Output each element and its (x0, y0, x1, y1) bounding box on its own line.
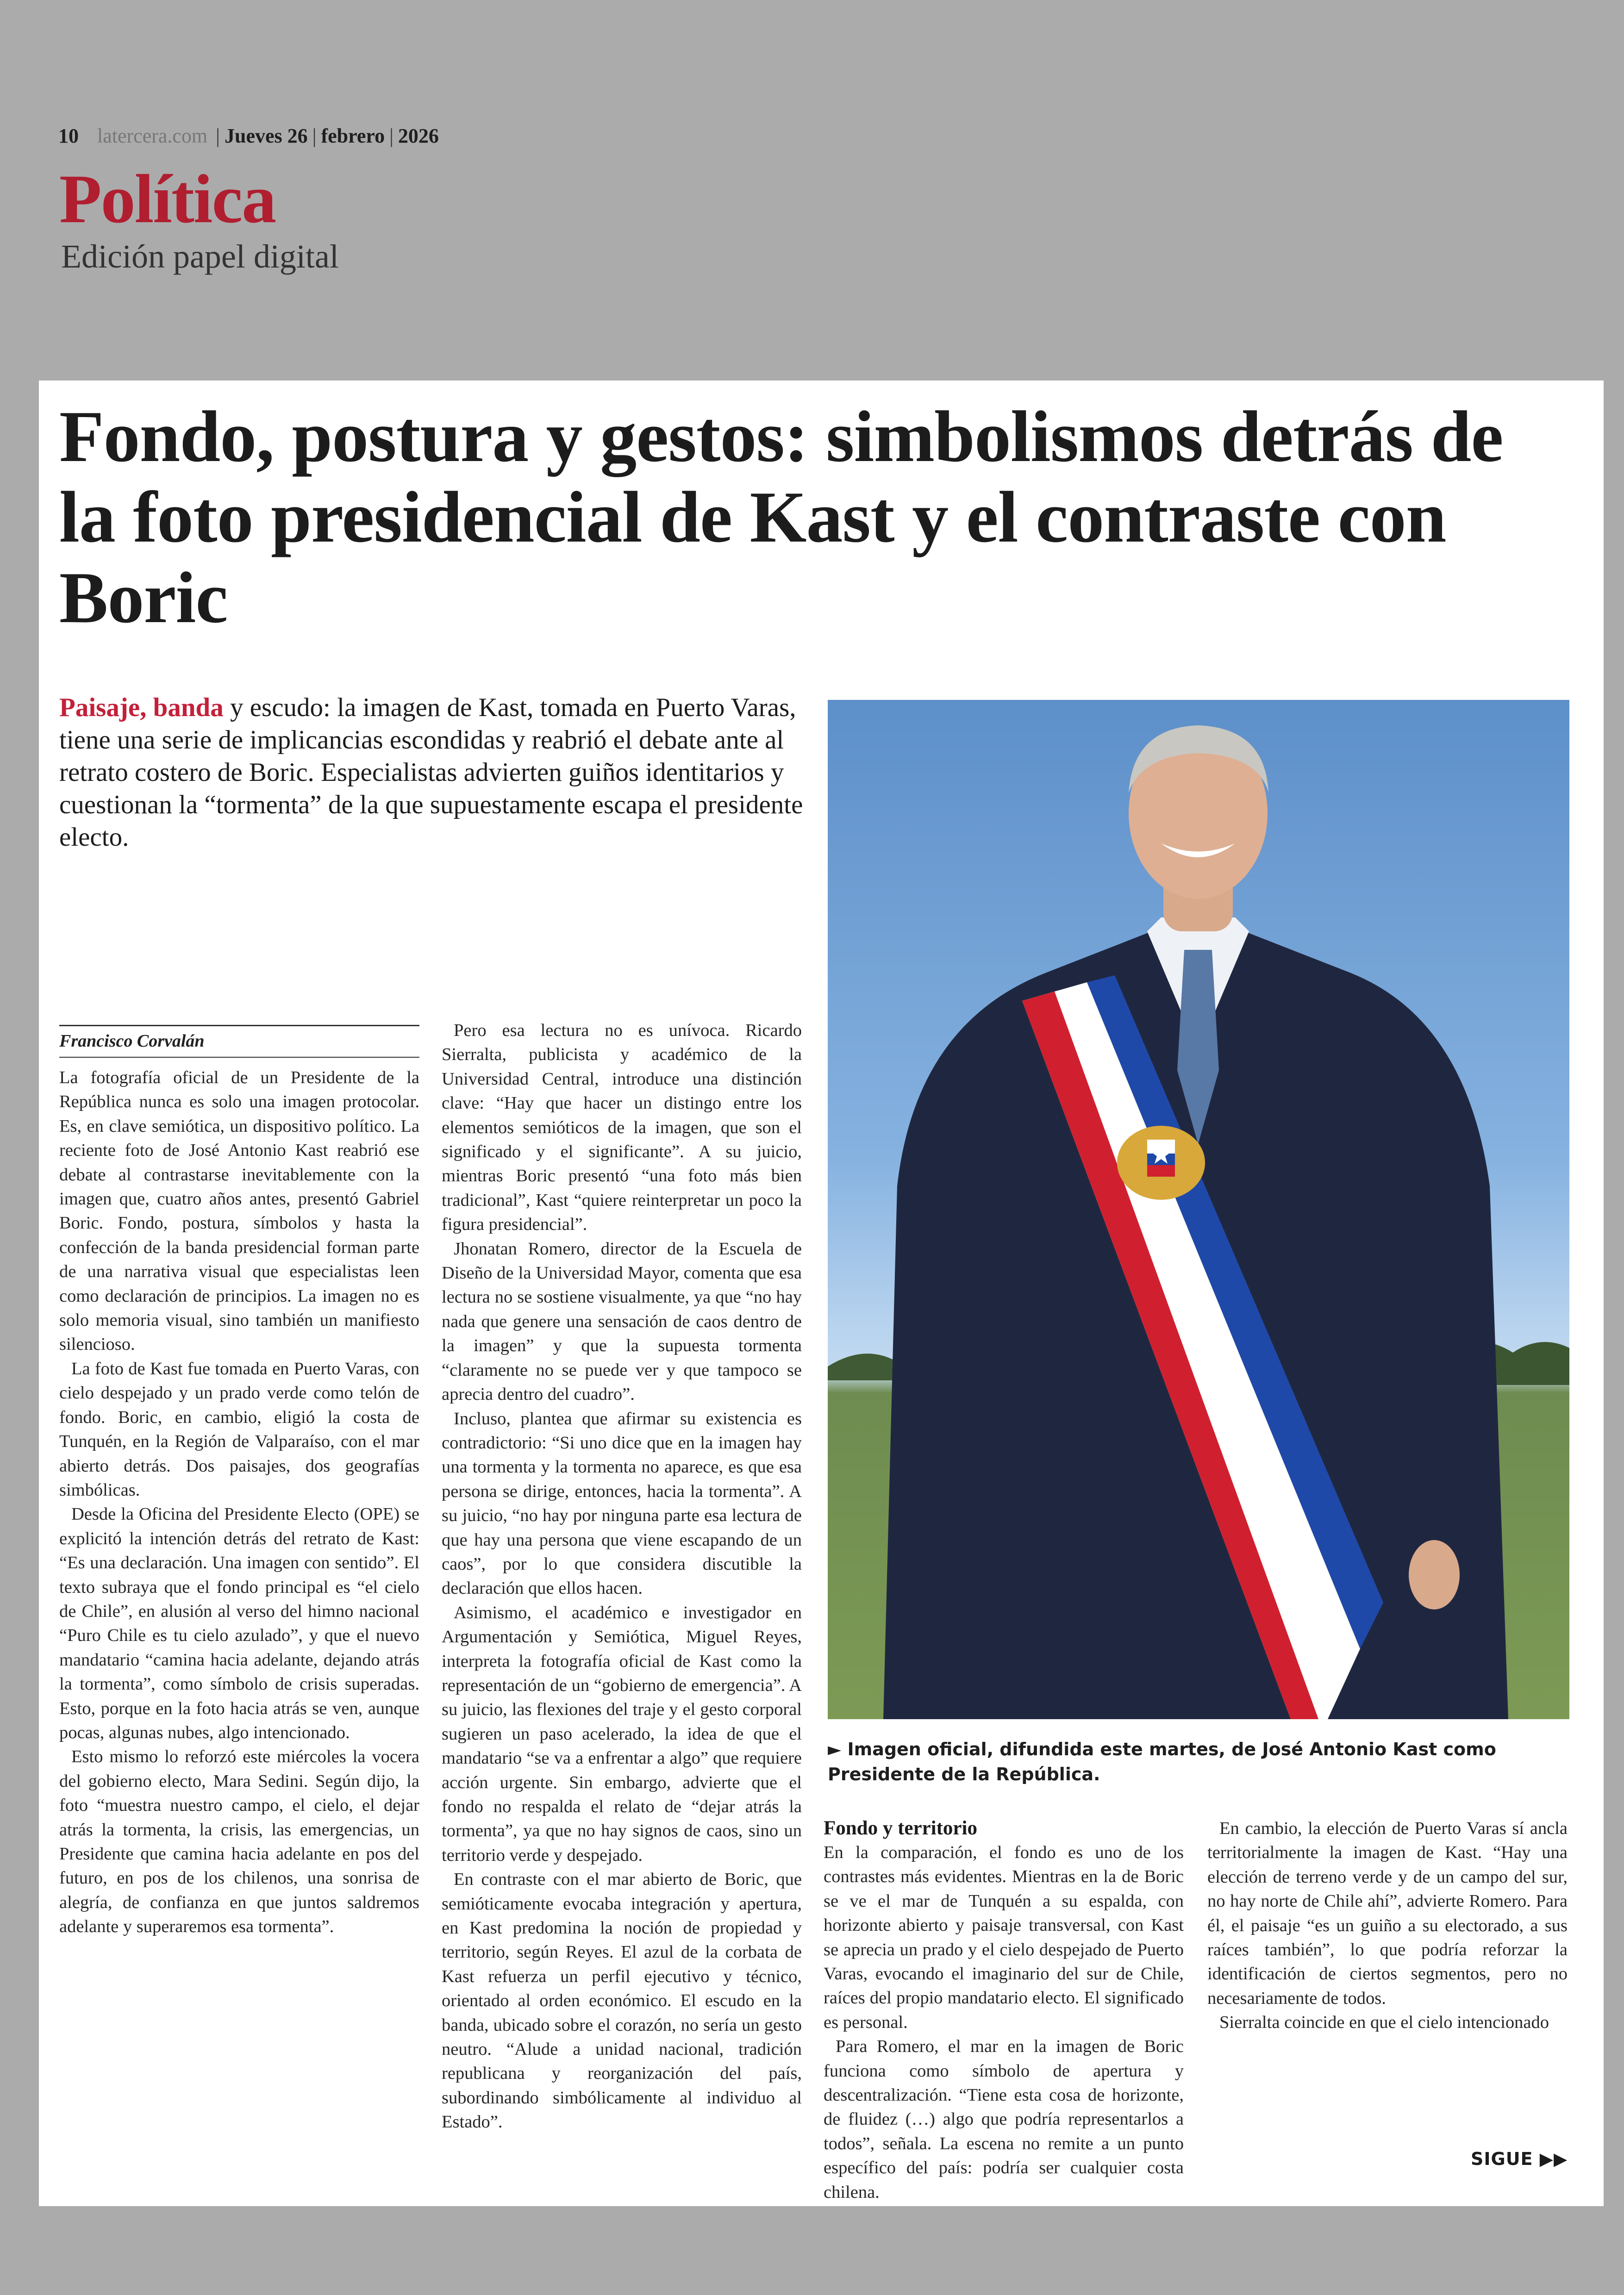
standfirst (59, 692, 837, 854)
body-paragraph: Esto mismo lo reforzó este miércoles la vocera del gobierno electo, Mara Sedini. Según dijo, la foto “muestra nuestro campo, el cielo, el dejar atrás la tormenta, la crisis, las emergencias, un Presidente que camina hacia adelante en pos del futuro, en pos de los chilenos, una sonrisa de alegría, de confianza en que juntos saldremos adelante y superaremos esa tormenta”. (59, 1747, 419, 1937)
page-number: 10 (58, 125, 79, 147)
body-paragraph: La fotografía oficial de un Presidente de la República nunca es solo una imagen protocolar. Es, en clave semiótica, un dispositivo político. La reciente foto de José Antonio Kast reabrió ese debate al contrastarse inevitablemente con la imagen que, cuatro años antes, presentó Gabriel Boric. Fondo, postura, símbolos y hasta la confección de la banda presidencial forman parte de una narrativa visual que especialistas leen como declaración de principios. La imagen no es solo memoria visual, sino también un manifiesto silencioso. (59, 1068, 419, 1354)
body-paragraph: Sierralta coincide en que el cielo intencionado (1219, 2013, 1549, 2033)
standfirst-kicker: Paisaje, banda (59, 693, 224, 722)
body-paragraph: Pero esa lectura no es unívoca. Ricardo Sierralta, publicista y académico de la Universidad Central, introduce una distinción clave: “Hay que hacer un distingo entre los elementos semióticos de la imagen, que son el significado y el significante”. A su juicio, mientras Boric presentó “una foto más bien tradicional”, Kast “quiere reinterpretar un poco la figura presidencial”. (442, 1021, 802, 1235)
headline: Fondo, postura y gestos: simbolismos detrás de la foto presidencial de Kast y el contraste con Boric (59, 396, 1503, 638)
text-column-1 (59, 1066, 419, 2167)
body-paragraph: Para Romero, el mar en la imagen de Boric funciona como símbolo de apertura y descentralización. “Tiene esta cosa de horizonte, de fluidez (…) algo que podría representarlos a todos”, señala. La escena no remite a un punto específico del país: podría ser cualquier costa chilena. (824, 2037, 1184, 2202)
page-folio (58, 124, 439, 148)
standfirst-text: y escudo: la imagen de Kast, tomada en Puerto Varas, tiene una serie de implicancias escondidas y reabrió el debate ante al retrato costero de Boric. Especialistas advierten guiños identitarios y cuestionan la “tormenta” de la que supuestamente escapa el presidente electo. (59, 693, 803, 852)
edition-label: Edición papel digital (61, 238, 339, 275)
body-paragraph: En contraste con el mar abierto de Boric, que semióticamente evocaba integración y apertura, en Kast predomina la noción de propiedad y territorio, según Reyes. El azul de la corbata de Kast refuerza un perfil ejecutivo y técnico, orientado al orden económico. El escudo en la banda, ubicado sobre el corazón, no sería un gesto neutro. “Alude a unidad nacional, tradición republicana y reorganización del país, subordinando simbólicamente al individuo al Estado”. (442, 1870, 802, 2132)
body-paragraph: En cambio, la elección de Puerto Varas sí ancla territorialmente la imagen de Kast. “Hay una elección de terreno verde y de un campo del sur, no hay norte de Chile ahí”, advierte Romero. Para él, el paisaje “es un guiño a su electorado, a sus raíces también”, lo que podría reforzar la identificación de ciertos segmentos, pero no necesariamente de todos. (1207, 1819, 1568, 2008)
subheading: Fondo y territorio (824, 1817, 977, 1839)
date-month: febrero (321, 125, 385, 147)
section-title: Política (59, 161, 276, 237)
byline: Francisco Corvalán (59, 1031, 205, 1051)
body-paragraph: La foto de Kast fue tomada en Puerto Varas, con cielo despejado y un prado verde como telón de fondo. Boric, en cambio, eligió la costa de Tunquén, en la Región de Valparaíso, con el mar abierto detrás. Dos paisajes, dos geografías simbólicas. (59, 1359, 419, 1500)
continue-link[interactable]: SIGUE ▶▶ (1471, 2149, 1568, 2169)
body-paragraph: Incluso, plantea que afirmar su existencia es contradictorio: “Si uno dice que en la imagen hay una tormenta y la tormenta no aparece, es que esa persona se dirige, entonces, hacia la tormenta”. A su juicio, “no hay por ninguna parte esa lectura de que hay una persona que viene escapando de un caos”, por lo que considera discutible la declaración que ellos hacen. (442, 1409, 802, 1598)
separator: | (216, 125, 220, 147)
coat-of-arms-icon (1117, 1126, 1205, 1200)
body-paragraph: Desde la Oficina del Presidente Electo (OPE) se explicitó la intención detrás del retrato de Kast: “Es una declaración. Una imagen con sentido”. El texto subraya que el fondo principal es “el cielo de Chile”, en alusión al verso del himno nacional “Puro Chile es tu cielo azulado”, y que el nuevo mandatario “camina hacia adelante, dejando atrás la tormenta”, como símbolo de crisis superadas. Esto, porque en la foto hacia atrás se ven, aunque pocas, algunas nubes, algo intencionado. (59, 1504, 419, 1742)
separator: | (312, 125, 317, 147)
separator: | (389, 125, 394, 147)
article-sheet (39, 380, 1604, 2206)
presidential-photo (828, 700, 1569, 1719)
body-paragraph: Jhonatan Romero, director de la Escuela de Diseño de la Universidad Mayor, comenta que esa lectura no se sostiene visualmente, ya que “no hay nada que genere una sensación de caos dentro de la imagen” y que la supuesta tormenta “claramente no se puede ver y que tampoco se aprecia dentro del cuadro”. (442, 1239, 802, 1404)
hand (1409, 1540, 1460, 1609)
date-weekday: Jueves 26 (224, 125, 308, 147)
site-name: latercera.com (97, 125, 208, 147)
text-column-3 (824, 1816, 1184, 2202)
photo-illustration (828, 700, 1569, 1719)
photo-caption: ► Imagen oficial, difundida este martes, de José Antonio Kast como Presidente de la República. (828, 1739, 1496, 1784)
text-column-2 (442, 1018, 802, 2162)
body-paragraph: En la comparación, el fondo es uno de los contrastes más evidentes. Mientras en la de Boric se ve el mar de Tunquén a su espalda, con horizonte abierto y paisaje transversal, con Kast se aprecia un prado y el cielo despejado de Puerto Varas, evocando el imaginario del sur de Chile, raíces del propio mandatario electo. El significado es personal. (824, 1843, 1184, 2032)
date-year: 2026 (398, 125, 439, 147)
text-column-4 (1207, 1816, 1568, 2131)
body-paragraph: Asimismo, el académico e investigador en Argumentación y Semiótica, Miguel Reyes, interpreta la fotografía oficial de Kast como la representación de un “gobierno de emergencia”. A su juicio, las flexiones del traje y el gesto corporal sugieren un paso acelerado, la idea de que el mandatario “se va a enfrentar a algo” que requiere acción urgente. Sin embargo, advierte que el fondo no respalda el relato de “dejar atrás la tormenta”, ya que no hay signos de caos, sino un territorio verde y despejado. (442, 1603, 802, 1865)
byline-box (59, 1025, 419, 1058)
